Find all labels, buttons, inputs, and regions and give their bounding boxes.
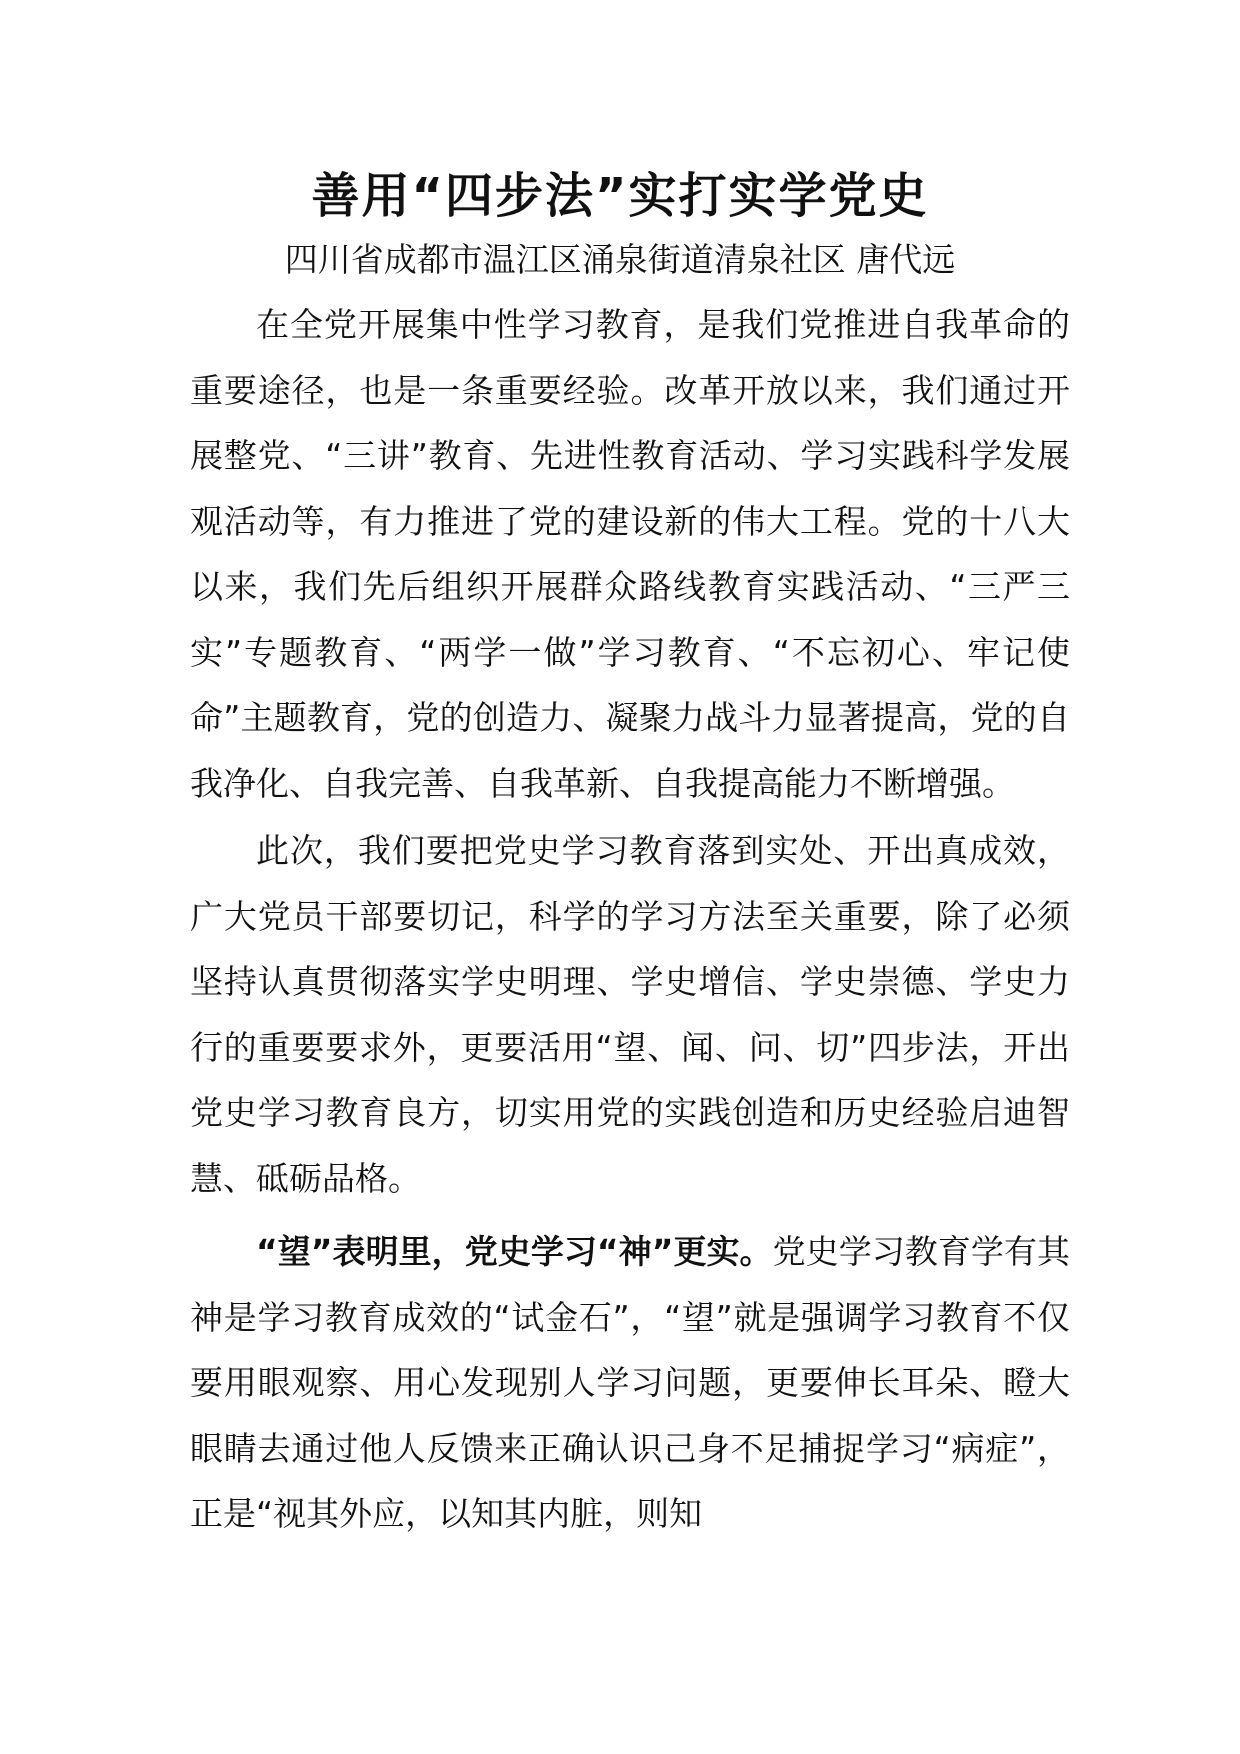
paragraph-1: 在全党开展集中性学习教育，是我们党推进自我革命的重要途径，也是一条重要经验。改革开放以来，我们通过开展整党、“三讲”教育、先进性教育活动、学习实践科学发展观活动等，有力推进了党的建设新的伟大工程。党的十八大以来，我们先后组织开展群众路线教育实践活动、“三严三实”专题教育、“两学一做”学习教育、“不忘初心、牢记使命”主题教育，党的创造力、凝聚力战斗力显著提高，党的自我净化、自我完善、自我革新、自我提高能力不断增强。 bbox=[190, 305, 1070, 803]
paragraph-3 bbox=[190, 1219, 1070, 1547]
document-title: 善用“四步法”实打实学党史 bbox=[311, 168, 929, 224]
author-line: 四川省成都市温江区涌泉街道清泉社区 唐代远 bbox=[284, 240, 956, 279]
document-body bbox=[190, 292, 1070, 1547]
paragraph-3-lead: “望”表明里，党史学习“神”更实。 bbox=[256, 1232, 773, 1271]
paragraph-2: 此次，我们要把党史学习教育落到实处、开出真成效，广大党员干部要切记，科学的学习方法至关重要，除了必须坚持认真贯彻落实学史明理、学史增信、学史崇德、学史力行的重要要求外，更要活用“望、闻、问、切”四步法，开出党史学习教育良方，切实用党的实践创造和历史经验启迪智慧、砥砺品格。 bbox=[190, 831, 1070, 1198]
paragraph-3-text: 党史学习教育学有其神是学习教育成效的“试金石”，“望”就是强调学习教育不仅要用眼观察、用心发现别人学习问题，更要伸长耳朵、瞪大眼睛去通过他人反馈来正确认识己身不足捕捉学习“病症”，正是“视其外应，以知其内脏，则知 bbox=[190, 1232, 1070, 1533]
